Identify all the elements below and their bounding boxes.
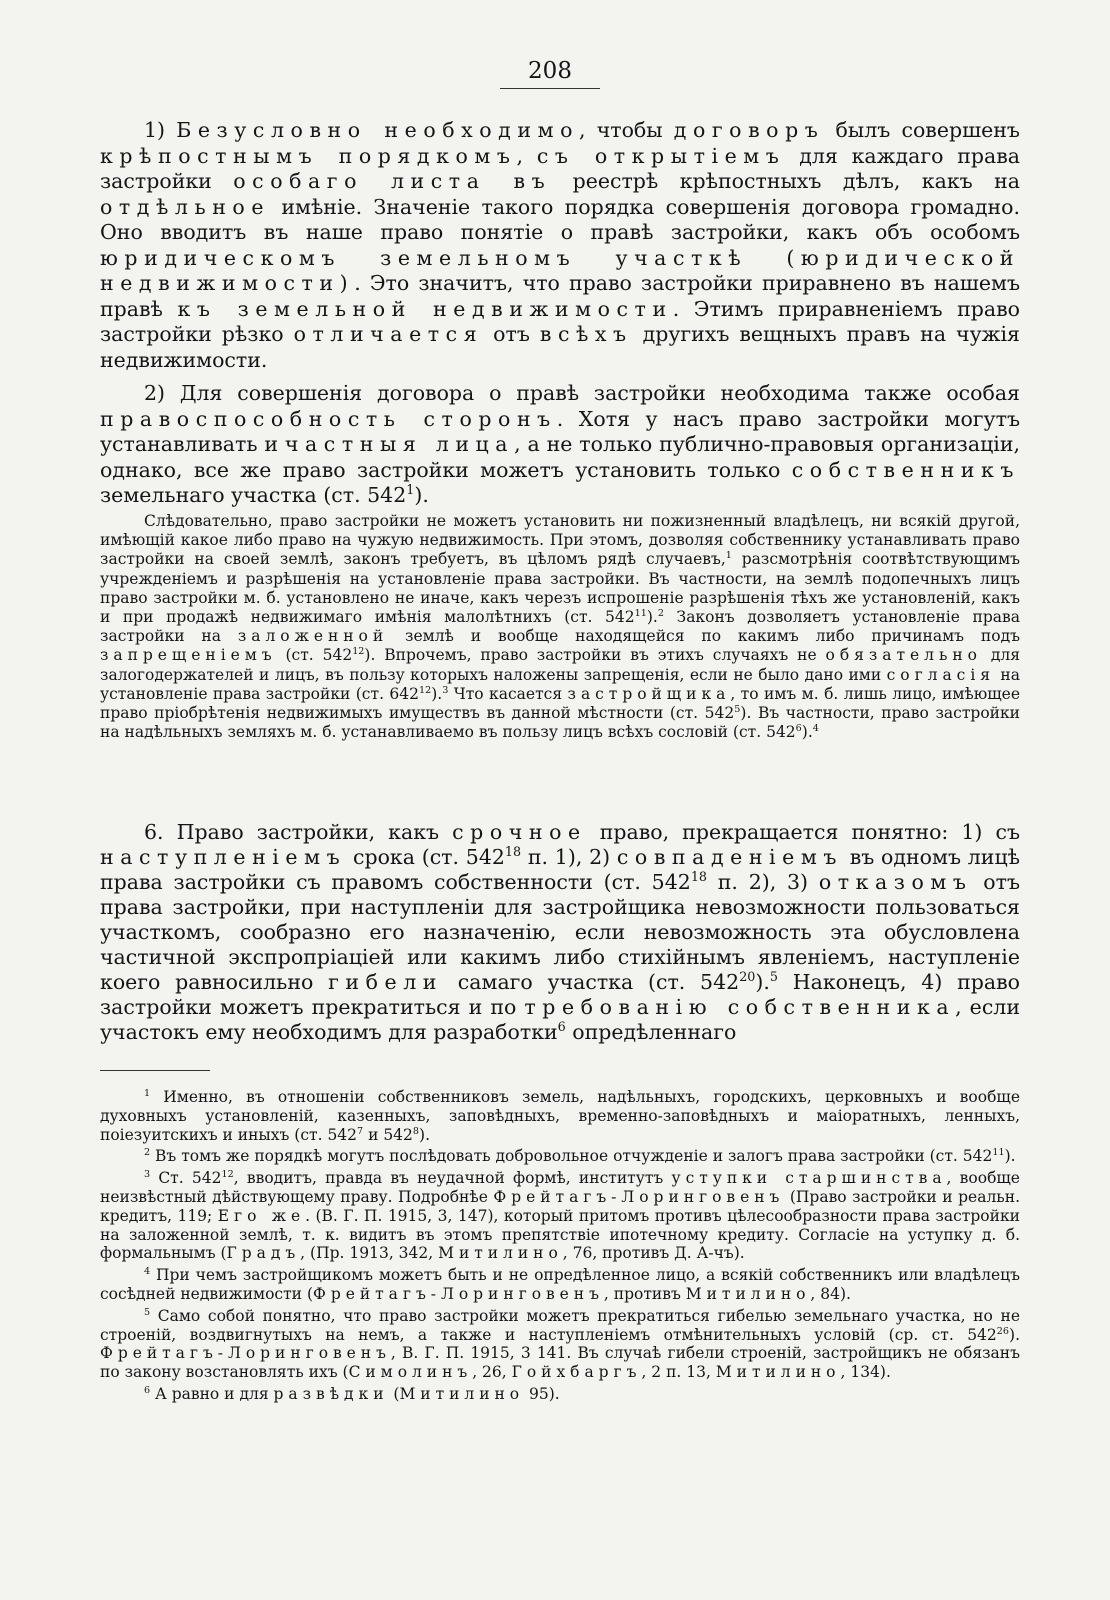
emphasis: наступленіемъ <box>100 845 347 869</box>
emphasis: къ земельной недвижимости <box>177 296 673 321</box>
author-name: Градъ <box>226 1244 301 1263</box>
text: ( <box>388 1384 400 1403</box>
superscript: 5 <box>734 703 741 715</box>
emphasis: договоръ <box>673 118 825 142</box>
author-name: Митилино <box>438 1244 563 1263</box>
text: Законъ дозволяетъ установленіе права застройки на <box>100 608 1020 646</box>
text: срока (ст. 542 <box>346 845 505 869</box>
small-print-paragraph <box>100 512 1020 742</box>
text: . (В. Г. П. 1915, 3, 147), который притомъ противъ цѣлесообразности права застройки на заложенной землѣ, т. к. видитъ въ этомъ препятствіе ипотечному кредиту. Согласіе на уступку д. б. формальнымъ ( <box>100 1206 1020 1263</box>
footnote-2 <box>100 1147 1020 1166</box>
text: на установленіе права застройки (ст. 642 <box>100 665 1021 703</box>
author-name: Митилино <box>399 1384 525 1403</box>
text: , вообще неизвѣстный дѣйствующему праву. Подробнѣе <box>100 1169 1020 1206</box>
text: опредѣленнаго <box>565 1020 737 1044</box>
footnote-ref[interactable]: 2 <box>657 607 664 619</box>
emphasis: требованію собственника <box>524 995 956 1019</box>
emphasis: частныя лица <box>284 432 515 456</box>
text: земельнаго участка (ст. 542 <box>100 483 407 507</box>
text: для залогодержателей и лицъ, въ пользу которыхъ наложены запрещенія, если не было дано ими <box>100 646 1020 684</box>
text: самаго участка (ст. 542 <box>443 970 740 994</box>
item-number: 1) <box>144 118 177 142</box>
text: въ одномъ лицѣ права застройки съ правомъ собственности (ст. 542 <box>100 845 1020 894</box>
superscript: 8 <box>412 1125 420 1137</box>
superscript: 11 <box>992 1147 1005 1159</box>
text: отъ <box>483 322 540 346</box>
emphasis: правоспособность сторонъ <box>100 406 557 431</box>
emphasis: гибели <box>328 970 444 994</box>
text: былъ совершенъ <box>824 118 1020 142</box>
footnote-number: 1 <box>144 1087 151 1099</box>
text: отъ права застройки, при наступленіи для застройщика невозможности пользоваться участкомъ, сообразно его назначенію, если невозможность эта обусловлена частичной экспропріаціей или какимъ либо стихійнымъ явленіемъ, наступленіе коего равносильно <box>100 870 1021 994</box>
text: Въ томъ же порядкѣ могутъ послѣдовать добровольное отчужденіе и залогъ права застройки (ст. 542 <box>150 1147 993 1166</box>
emphasis: застройщика <box>567 684 731 703</box>
paragraph-1 <box>100 118 1020 373</box>
text: , а не только публично-правовыя организаціи, однако, все же право застройки можетъ установить только <box>100 432 1020 482</box>
text: ). <box>1004 1147 1016 1166</box>
text: , В. Г. П. 1915, 3 141. Въ случаѣ гибели строеній, застройщикъ не обязанъ по закону возстановлять ихъ ( <box>100 1344 1020 1382</box>
text: (Право застройки и реальн. кредитъ, 119; <box>100 1187 1020 1225</box>
text: ). <box>1009 1325 1020 1344</box>
text: , 134). <box>840 1363 891 1382</box>
emphasis: согласія <box>886 665 995 684</box>
text: Ст. 542 <box>150 1169 222 1188</box>
text: имѣніе. Значеніе такого порядка совершенія договора громадно. Оно вводитъ въ наше право понятіе о правѣ застройки, какъ объ особомъ <box>100 194 1020 244</box>
text: землѣ и вообще находящейся по какимъ либо причинамъ подъ <box>388 627 1020 646</box>
footnote-number: 5 <box>144 1306 151 1318</box>
footnote-ref[interactable]: 4 <box>812 723 819 735</box>
emphasis: особаго листа въ <box>233 169 552 193</box>
footnote-number: 6 <box>144 1384 151 1396</box>
paragraph-6-block <box>100 820 1020 1045</box>
text: 6. Право застройки, какъ <box>144 820 453 844</box>
text: п. 2), 3) <box>707 870 819 894</box>
emphasis: собственникъ <box>791 457 1020 482</box>
emphasis: юридическомъ земельномъ участкѣ (юридической недвижимости) <box>100 245 1020 295</box>
footnote-4 <box>100 1266 1020 1304</box>
emphasis: совпаденіемъ <box>616 845 843 869</box>
author-name: Митилино <box>685 1284 811 1303</box>
text: ). <box>414 483 429 507</box>
text: . Это значитъ, что право застройки приравнено въ нашемъ правѣ <box>100 271 1020 321</box>
footnote-number: 2 <box>144 1147 151 1159</box>
text: Слѣдовательно, право застройки не можетъ установить ни пожизненный владѣлецъ, ни всякій другой, имѣющій какое либо право на чужую недвижимость. При этомъ, дозволяя собственнику устанавливать право застройки на своей землѣ, законъ требуетъ, въ цѣломъ рядѣ случаевъ, <box>100 512 1020 569</box>
text: При чемъ застройщикомъ можетъ быть и не опредѣленное лицо, а всякій собственникъ или владѣлецъ сосѣдней недвижимости ( <box>100 1266 1020 1303</box>
footnote-ref[interactable]: 1 <box>725 550 732 562</box>
emphasis: запрещеніемъ <box>100 646 277 665</box>
emphasis: крѣпостнымъ порядкомъ <box>100 143 517 168</box>
text: ). <box>755 970 770 994</box>
footnote-divider <box>100 1070 210 1071</box>
footnote-6 <box>100 1385 1020 1404</box>
paragraph-2-block <box>100 381 1020 509</box>
author-name: Фрейтагъ-Лоринговенъ <box>100 1344 391 1363</box>
emphasis: съ открытіемъ <box>536 143 786 168</box>
superscript: 18 <box>690 869 707 885</box>
footnote-number: 3 <box>144 1169 151 1181</box>
text: (ст. 542 <box>276 646 353 665</box>
superscript: 12 <box>221 1169 234 1181</box>
page-number: 208 <box>500 58 600 89</box>
superscript: 12 <box>419 684 432 696</box>
emphasis: Его же <box>217 1206 306 1225</box>
emphasis: обязательно <box>825 646 982 665</box>
superscript: 1 <box>406 482 415 498</box>
text: ). <box>801 723 813 742</box>
text: 95). <box>524 1384 560 1403</box>
footnote-ref[interactable]: 3 <box>442 684 449 696</box>
superscript: 6 <box>795 723 802 735</box>
paragraph-1-block <box>100 118 1020 373</box>
emphasis: уступки старшинства <box>671 1169 947 1188</box>
small-print-block <box>100 512 1020 742</box>
emphasis: Безусловно необходимо <box>176 118 579 142</box>
author-name: Митилино <box>715 1363 841 1382</box>
footnote-1 <box>100 1088 1020 1144</box>
text: , противъ <box>603 1284 686 1303</box>
text: Именно, въ отношеніи собственниковъ земель, надѣльныхъ, городскихъ, церковныхъ и вообще духовныхъ установленій, казенныхъ, заповѣдныхъ, временно-заповѣдныхъ и маіоратныхъ, ленныхъ, поіезуитскихъ и иныхъ (ст. 542 <box>100 1088 1020 1144</box>
text: ). <box>646 608 658 627</box>
text: ). <box>419 1125 431 1144</box>
text: Что касается <box>448 684 568 703</box>
footnote-ref[interactable]: 6 <box>557 1019 566 1035</box>
text: ). <box>431 684 443 703</box>
text: А равно и для <box>150 1384 274 1403</box>
footnotes <box>100 1088 1020 1407</box>
paragraph-2 <box>100 381 1020 509</box>
footnote-3 <box>100 1169 1020 1263</box>
text: . Этимъ приравненіемъ право застройки рѣзко <box>100 296 1020 346</box>
footnote-number: 4 <box>144 1266 151 1278</box>
text: , 76, противъ Д. А-чъ). <box>562 1244 745 1263</box>
text: другихъ вещныхъ правъ на чужія недвижимости. <box>100 322 1020 372</box>
text: и 542 <box>363 1125 413 1144</box>
text: , 84). <box>810 1284 851 1303</box>
superscript: 20 <box>739 969 756 985</box>
footnote-5 <box>100 1307 1020 1382</box>
emphasis: срочное <box>452 820 587 844</box>
superscript: 12 <box>352 646 365 658</box>
emphasis: отличается <box>293 322 484 346</box>
author-name: Симолинъ <box>348 1363 473 1382</box>
text: . Хотя у насъ право застройки могутъ устанавливать и <box>100 406 1020 456</box>
author-name: Фрейтагъ-Лоринговенъ <box>313 1284 604 1303</box>
text: , <box>516 143 537 168</box>
text: 2) Для совершенія договора о правѣ застройки необходима также особая <box>144 381 1020 405</box>
text: , если участокъ ему необходимъ для разработки <box>100 995 1020 1044</box>
text: , 26, <box>472 1363 512 1382</box>
text: , то имъ м. б. лишь лицо, имѣющее право пріобрѣтенія недвижимыхъ имуществъ въ данной мѣстности (ст. 542 <box>100 684 1021 723</box>
superscript: 7 <box>357 1125 364 1137</box>
superscript: 26 <box>996 1325 1010 1337</box>
footnote-ref[interactable]: 5 <box>769 969 778 985</box>
text: п. 1), 2) <box>521 845 617 869</box>
text: право, прекращается понятно: 1) съ <box>586 820 1020 844</box>
emphasis: развѣдки <box>273 1384 389 1403</box>
emphasis: всѣхъ <box>539 322 633 346</box>
text: ). Въ частности, право застройки на надѣльныхъ земляхъ м. б. устанавливаемо въ пользу лицъ всѣхъ сословій (ст. 542 <box>100 704 1021 742</box>
emphasis: отдѣльное <box>100 194 271 219</box>
text: , вводитъ, правда въ неудачной формѣ, институтъ <box>233 1169 672 1188</box>
emphasis: отказомъ <box>818 870 973 894</box>
text: , чтобы <box>578 118 674 142</box>
text: для каждаго права застройки <box>100 143 1020 193</box>
emphasis: заложенной <box>237 627 389 646</box>
author-name: Гойхбаргъ <box>511 1363 642 1382</box>
author-name: Фрейтагъ-Лоринговенъ <box>493 1187 785 1206</box>
text: , 2 п. 13, <box>641 1363 716 1382</box>
paragraph-6 <box>100 820 1020 1045</box>
superscript: 11 <box>634 607 647 619</box>
superscript: 18 <box>504 844 522 860</box>
text: разсмотрѣнія соотвѣтствующимъ учрежденіемъ и разрѣшенія на установленіе права застройки. Въ частности, на землѣ подопечныхъ лицъ право застройки м. б. установлено не иначе, какъ черезъ испрошеніе разрѣшенія тѣхъ же установленій, какъ и при продажѣ недвижимаго имѣнія малолѣтнихъ (ст. 542 <box>100 550 1020 627</box>
text: реестрѣ крѣпостныхъ дѣлъ, какъ на <box>551 169 1020 193</box>
text: Наконецъ, 4) право застройки можетъ прекратиться и по <box>100 970 1020 1019</box>
text: , (Пр. 1913, 342, <box>300 1244 439 1263</box>
text: Само собой понятно, что право застройки можетъ прекратиться гибелью земельнаго участка, но не строеній, воздвигнутыхъ на немъ, а также и наступленіемъ отмѣнительныхъ условій (ср. ст. 542 <box>100 1306 1020 1344</box>
text: ). Впрочемъ, право застройки въ этихъ случаяхъ не <box>364 646 826 665</box>
